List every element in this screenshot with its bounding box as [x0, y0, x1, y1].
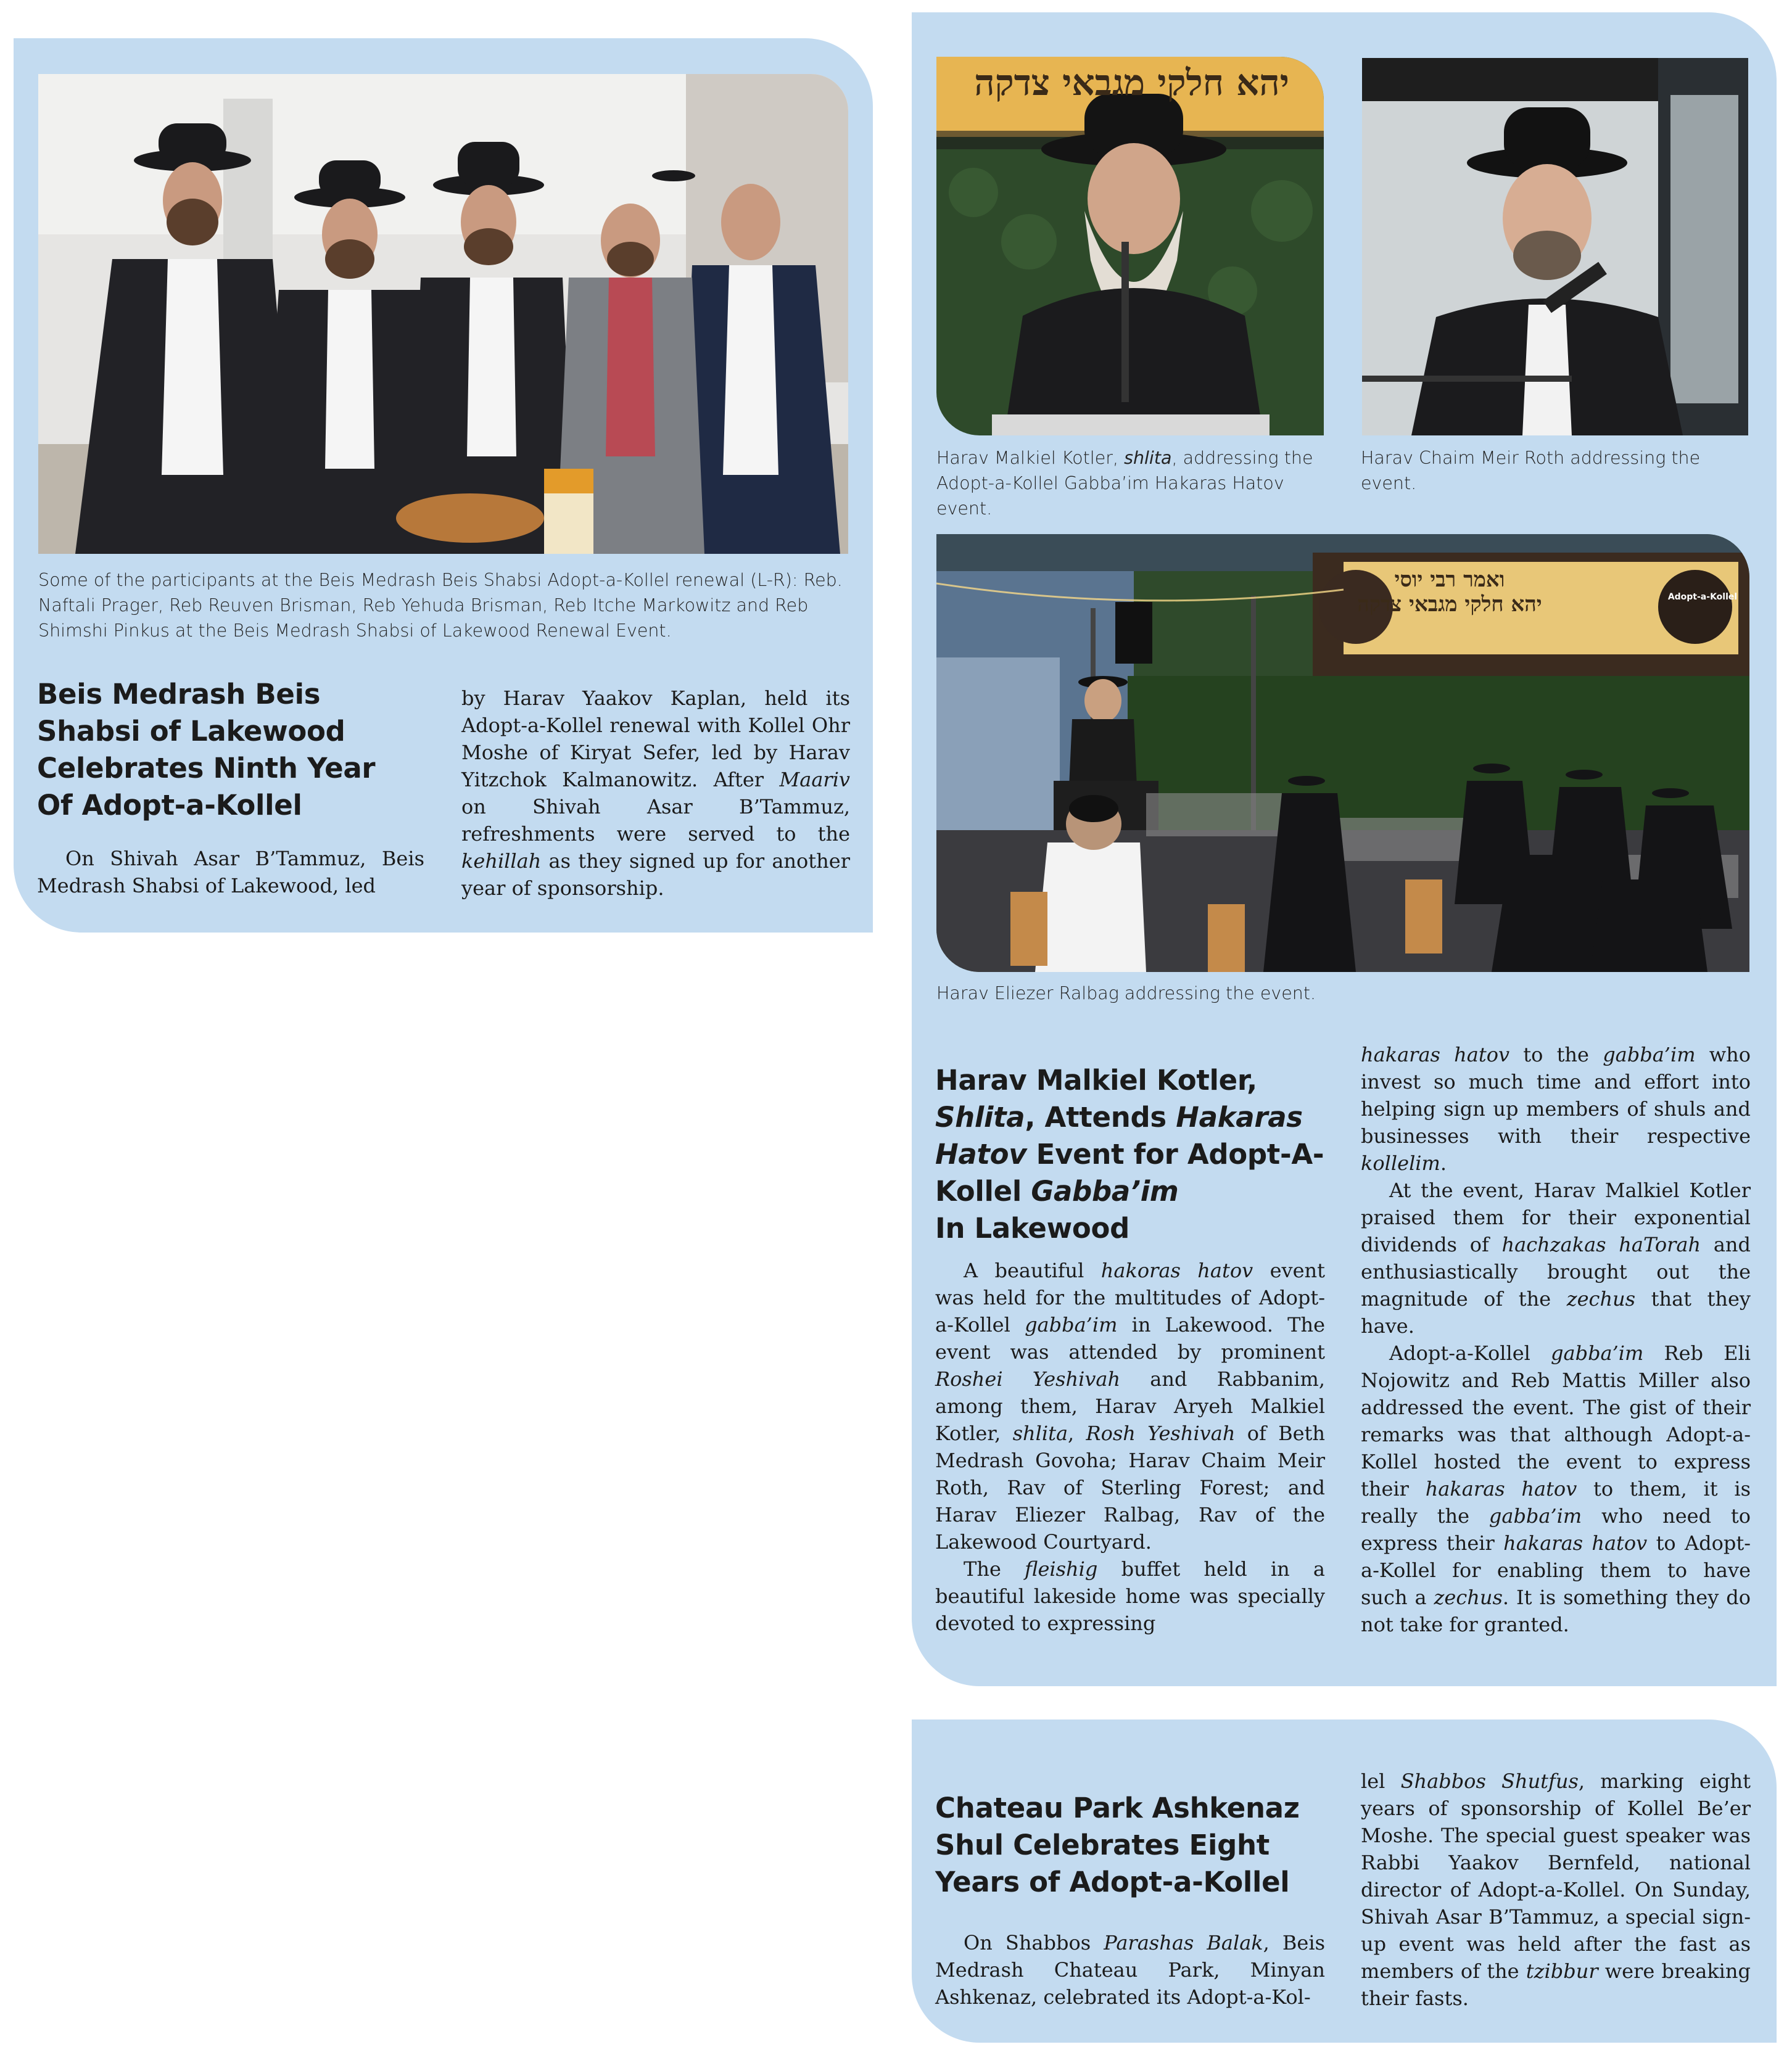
- paragraph: Adopt-a-Kollel gabba’im Reb Eli Nojowitz and Reb Mattis Miller also addressed the event. The gist of their remarks was that although Adopt-a-Kollel hosted the event to express their hakaras hatov to them, it is really the gabba’im who need to express their hakaras hatov to Adopt-a-Kollel for enabling them to have such a zechus. It is something they do not take for granted.: [1361, 1341, 1751, 1636]
- body-column-left: [935, 1929, 1325, 2011]
- headline-beis-shabsi: Beis Medrash Beis Shabsi of Lakewood Celebrates Ninth Year Of Adopt-a-Kollel: [37, 678, 376, 822]
- paragraph: lel Shabbos Shutfus, marking eight years of sponsorship of Kollel Be’er Moshe. The special guest speaker was Rabbi Yaakov Bernfeld, national director of Adopt-a-Kollel. On Sunday, Shivah Asar B’Tammuz, a special sign-up event was held after the fast as members of the tzibbur were breaking their fasts.: [1361, 1769, 1751, 2010]
- paragraph: The fleishig buffet held in a beautiful lakeside home was specially devoted to expressing: [935, 1557, 1326, 1635]
- photo-caption-kotler: Harav Malkiel Kotler, shlita, addressing the Adopt-a-Kollel Gabba’im Hakaras Hatov event.: [936, 448, 1313, 519]
- photo-caption-group: Some of the participants at the Beis Medrash Beis Shabsi Adopt-a-Kollel renewal (L-R): Reb. Naftali Prager, Reb Reuven Brisman, Reb Yehuda Brisman, Reb Itche Markowitz and Reb Shimshi Pinkus at the Beis Medrash Shabsi of Lakewood Renewal Event.: [38, 570, 843, 641]
- photo-caption-roth: Harav Chaim Meir Roth addressing the event.: [1361, 448, 1701, 493]
- logo-adopt-a-kollel: Adopt-a-Kollel: [1667, 592, 1738, 602]
- banner-hebrew-text: יהא חלקי מגבאי צדקה: [974, 62, 1289, 104]
- banner-hebrew-text-small: יהא חלקי מגבאי צדקה: [1357, 592, 1542, 617]
- photo-kotler: [936, 57, 1324, 435]
- group-photo: [38, 74, 848, 554]
- paragraph: by Harav Yaakov Kaplan, held its Adopt-a-Kollel renewal with Kollel Ohr Moshe of Kiryat Sefer, led by Harav Yitzchok Kalmanowitz. After Maariv on Shivah Asar B’Tammuz, refreshments were served to the kehillah as they signed up for another year of sponsorship.: [461, 686, 850, 900]
- paragraph: A beautiful hakoras hatov event was held for the multitudes of Adopt-a-Kollel gabba’im in Lakewood. The event was attended by prominent Roshei Yeshivah and Rabbanim, among them, Harav Aryeh Malkiel Kotler, shlita, Rosh Yeshivah of Beth Medrash Govoha; Harav Chaim Meir Roth, Rav of Sterling Forest; and Harav Eliezer Ralbag, Rav of the Lakewood Courtyard.: [935, 1259, 1326, 1554]
- body-column-1: [37, 845, 424, 899]
- photo-roth: [1362, 58, 1748, 435]
- paragraph: On Shivah Asar B’Tammuz, Beis Medrash Shabsi of Lakewood, led: [37, 847, 424, 897]
- body-column-right: [1361, 1768, 1751, 2012]
- photo-caption-ralbag: Harav Eliezer Ralbag addressing the event.: [936, 983, 1316, 1003]
- body-column-2: [461, 685, 850, 902]
- headline-kotler-attends: Harav Malkiel Kotler, Shlita, Attends Hakaras Hatov Event for Adopt-A-Kollel Gabba’im In Lakewood: [935, 1064, 1324, 1245]
- banner-hebrew-text-small-top: ואמר רבי יוסי: [1394, 567, 1505, 592]
- paragraph: On Shabbos Parashas Balak, Beis Medrash Chateau Park, Minyan Ashkenaz, celebrated its Adopt-a-Kol-: [935, 1931, 1326, 2009]
- headline-chateau-park: Chateau Park Ashkenaz Shul Celebrates Eight Years of Adopt-a-Kollel: [935, 1792, 1300, 1898]
- body-column-left: [935, 1257, 1325, 1637]
- paragraph: hakaras hatov to the gabba’im who invest so much time and effort into helping sign up members of shuls and businesses with their respective kollelim.: [1361, 1043, 1751, 1175]
- paragraph: At the event, Harav Malkiel Kotler praised them for their exponential dividends of hachzakas haTorah and enthusiastically brought out the magnitude of the zechus that they have.: [1361, 1179, 1751, 1338]
- photo-ralbag: [936, 534, 1749, 972]
- body-column-right: [1361, 1041, 1751, 1638]
